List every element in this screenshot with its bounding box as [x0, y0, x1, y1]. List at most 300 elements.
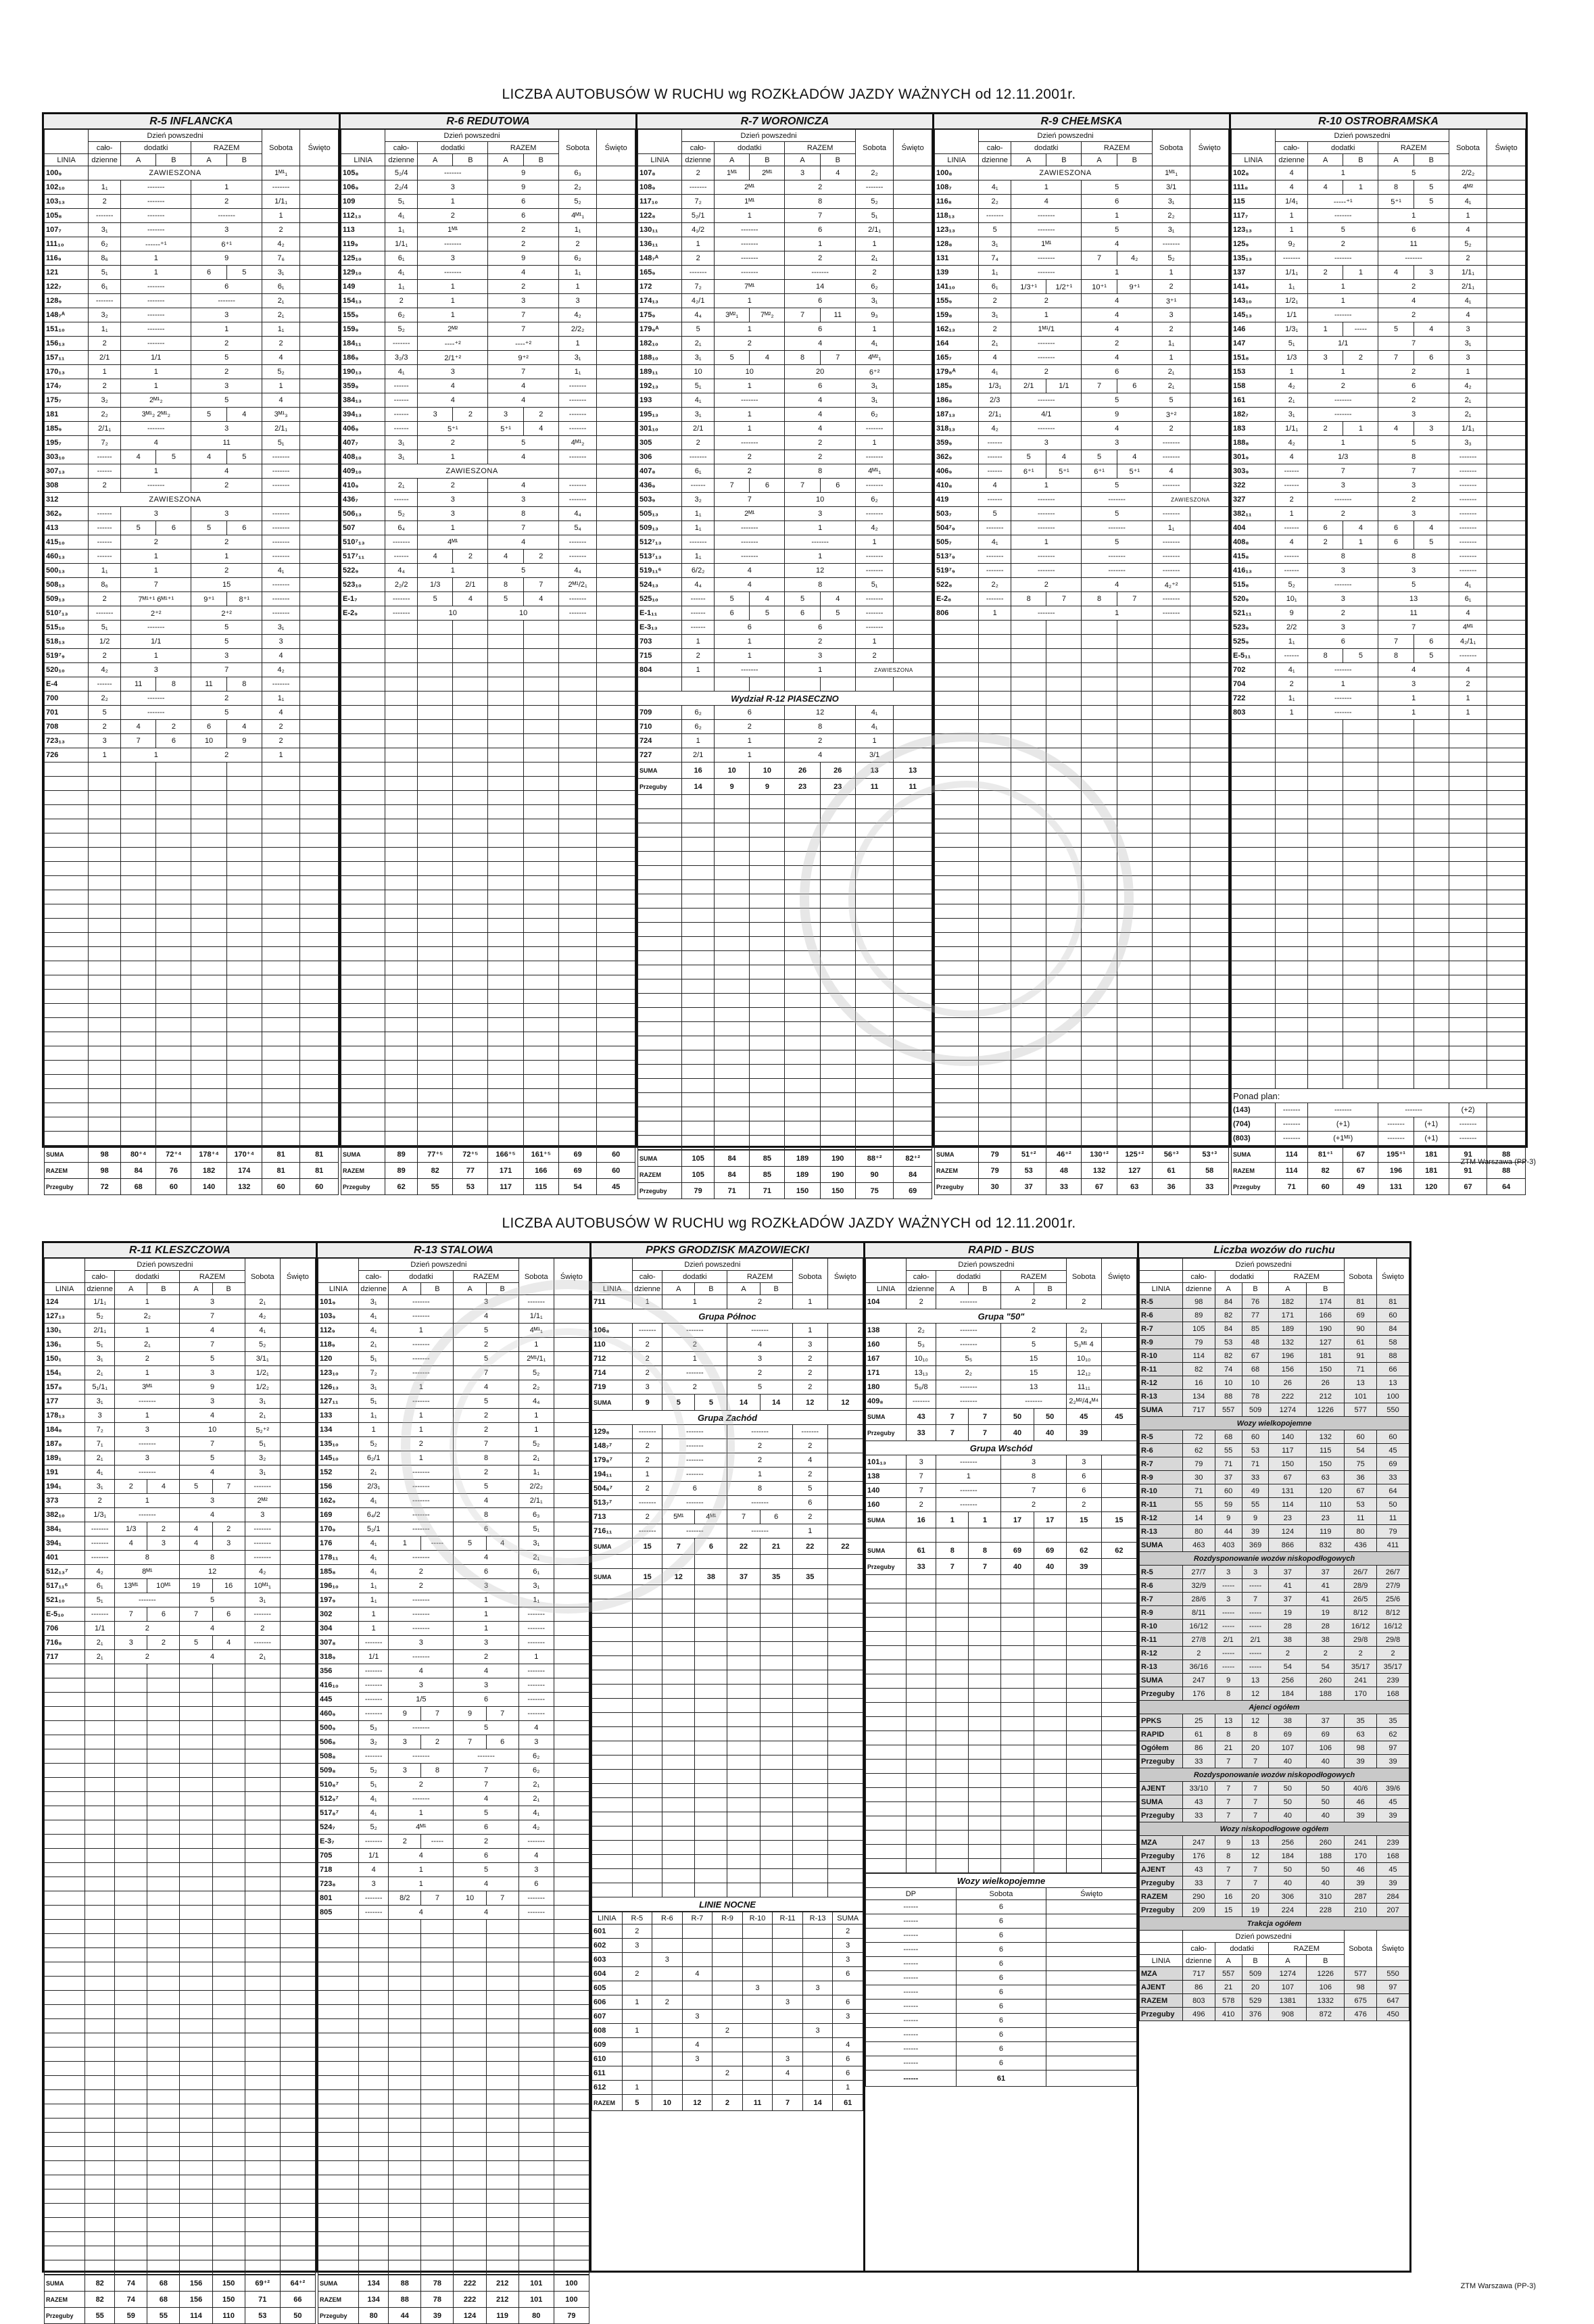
allday-cell: 2₂/2 — [385, 578, 418, 592]
blank-row — [935, 1075, 1229, 1089]
blank-row — [638, 809, 932, 823]
allday-cell: 1/1₁ — [1276, 422, 1308, 436]
table-row — [45, 521, 339, 535]
extras-cell: 1 — [715, 635, 785, 649]
holiday-cell — [1487, 578, 1526, 592]
blank-cell — [907, 1646, 936, 1660]
extras-cell: 1 — [715, 734, 785, 748]
blank-cell — [115, 1891, 147, 1906]
blank-row — [935, 805, 1229, 819]
ppks-total-value: 37 — [727, 1569, 760, 1585]
blank-row — [592, 1798, 863, 1812]
allday-cell: 4 — [979, 351, 1011, 365]
depot-footer — [637, 1150, 932, 1199]
header-cell: dzienne — [89, 154, 121, 166]
blank-cell — [488, 1004, 523, 1018]
blank-cell — [115, 1707, 147, 1721]
depot-panel-rapid — [863, 1241, 1137, 2273]
allday-cell: 3₁ — [85, 1480, 115, 1494]
blank-cell — [785, 994, 820, 1008]
table-row — [1232, 663, 1526, 677]
night-cell: 3 — [742, 1981, 773, 1995]
blank-cell — [1082, 890, 1117, 904]
blank-cell — [359, 2246, 389, 2260]
blank-cell — [662, 1555, 695, 1569]
blank-cell — [180, 1792, 212, 1806]
blank-cell — [760, 1756, 792, 1770]
table-row — [318, 1806, 589, 1820]
blank-cell — [453, 1103, 488, 1117]
blank-cell — [554, 2119, 589, 2133]
blank-cell — [1117, 990, 1152, 1004]
division-articulated-row-value: 11 — [855, 779, 894, 795]
line-number: 145₁₀ — [318, 1451, 359, 1466]
blank-cell — [212, 1820, 245, 1835]
blank-cell — [453, 919, 488, 933]
blank-row — [341, 621, 635, 635]
holiday-cell — [554, 1735, 589, 1749]
sum-row-value: 67 — [1343, 1146, 1378, 1163]
blank-cell — [115, 2218, 147, 2232]
extras-cell: 3 — [121, 507, 191, 521]
line-number: 108₉ — [638, 180, 682, 195]
division-articulated-row-value: 23 — [820, 779, 855, 795]
blank-cell — [421, 2005, 454, 2019]
total-b-cell: 9 — [226, 734, 262, 748]
total-cell: 5 — [191, 621, 262, 635]
blank-cell — [1082, 819, 1117, 833]
blank-cell — [894, 1093, 932, 1107]
holiday-cell — [300, 209, 339, 223]
blank-cell — [212, 2062, 245, 2076]
table-row — [45, 294, 339, 308]
blank-cell — [245, 2090, 280, 2104]
articulated-row-value: 54 — [558, 1179, 597, 1195]
blank-cell — [1046, 890, 1082, 904]
table-row — [341, 294, 635, 308]
blank-cell — [147, 1792, 180, 1806]
total-cell: 2 — [727, 1453, 792, 1468]
blank-cell — [855, 1065, 894, 1079]
table-row — [45, 1409, 316, 1423]
table-row — [45, 649, 339, 663]
holiday-cell — [280, 1650, 315, 1664]
extras-a-cell: 9 — [389, 1707, 421, 1721]
blank-row — [935, 990, 1229, 1004]
allday-cell: 2 — [633, 1352, 662, 1366]
header-cell: cało- — [359, 1271, 389, 1283]
night-cell — [622, 2066, 652, 2081]
allday-cell: 5₈/8 — [907, 1380, 936, 1395]
blank-cell — [389, 2246, 421, 2260]
total-cell: 3 — [488, 294, 558, 308]
extras-cell: ------- — [389, 1395, 454, 1409]
total-a-cell: 4 — [1378, 422, 1414, 436]
blank-cell — [1190, 791, 1229, 805]
extras-cell: 1 — [115, 1409, 180, 1423]
allday-cell: ------- — [682, 266, 715, 280]
total-b-cell: 5 — [1414, 180, 1449, 195]
blank-cell — [638, 1022, 682, 1036]
blank-cell — [1152, 1075, 1190, 1089]
table-row — [341, 223, 635, 237]
blank-cell — [1101, 1660, 1136, 1674]
articulated-row-value: 36 — [1152, 1179, 1190, 1195]
saturday-cell: 4 — [1449, 308, 1487, 322]
allday-cell: 4₁ — [85, 1466, 115, 1480]
line-number: 183 — [1232, 422, 1276, 436]
blank-cell — [1308, 933, 1343, 947]
table-row — [341, 266, 635, 280]
extras-b-cell: 5 — [1343, 649, 1378, 663]
allday-cell: ------- — [633, 1496, 662, 1510]
blank-cell — [359, 2090, 389, 2104]
blank-cell — [935, 706, 979, 720]
blank-cell — [318, 2204, 359, 2218]
blank-row — [45, 1735, 316, 1749]
blank-cell — [855, 838, 894, 852]
blank-cell — [855, 1093, 894, 1107]
holiday-cell — [894, 379, 932, 393]
blank-cell — [121, 1132, 156, 1146]
saturday-cell: 4₂ — [262, 663, 300, 677]
total-cell: 5 — [1001, 1338, 1066, 1352]
holiday-cell — [1487, 1117, 1526, 1132]
blank-cell — [1082, 848, 1117, 862]
division-articulated-row-label: Przeguby — [638, 779, 682, 795]
blank-cell — [280, 1991, 315, 2005]
table-row — [318, 1508, 589, 1522]
saturday-cell: ------- — [855, 621, 894, 635]
extras-cell: 2 — [389, 1437, 454, 1451]
blank-cell — [389, 2090, 421, 2104]
total-a-cell: 8 — [1378, 180, 1414, 195]
blank-cell — [115, 2175, 147, 2189]
sum-row-value: 88⁺² — [855, 1151, 894, 1167]
holiday-cell — [1101, 1324, 1136, 1338]
blank-cell — [147, 2104, 180, 2119]
blank-cell — [695, 1756, 727, 1770]
header-cell: B — [226, 154, 262, 166]
line-number: 510⁷₁₃ — [45, 606, 89, 621]
blank-row — [45, 1962, 316, 1977]
saturday-cell: 1/1₁ — [518, 1309, 554, 1324]
blank-cell — [1343, 734, 1378, 748]
blank-cell — [191, 1046, 226, 1061]
blank-cell — [827, 1784, 863, 1798]
table-row — [1232, 294, 1526, 308]
extras-cell: ------- — [662, 1324, 727, 1338]
blank-cell — [1414, 833, 1449, 848]
line-number: 703 — [638, 635, 682, 649]
saturday-cell: ------- — [1152, 592, 1190, 606]
holiday-cell — [827, 1482, 863, 1496]
blank-cell — [454, 2232, 486, 2246]
blank-cell — [89, 833, 121, 848]
blank-cell — [1101, 1646, 1136, 1660]
blank-cell — [907, 1674, 936, 1689]
allday-cell: 4₁ — [979, 180, 1011, 195]
blank-cell — [695, 1642, 727, 1656]
sum-row-value: 222 — [454, 2275, 486, 2292]
blank-cell — [979, 1132, 1011, 1146]
blank-cell — [785, 951, 820, 965]
blank-cell — [45, 2260, 85, 2275]
allday-cell: ------ — [385, 393, 418, 408]
saturday-cell: 1₁ — [1152, 521, 1190, 535]
table-row — [935, 180, 1229, 195]
table-row — [1232, 180, 1526, 195]
extras-cell: 2 — [1011, 294, 1082, 308]
holiday-cell — [827, 1324, 863, 1338]
night-cell — [713, 1924, 743, 1939]
blank-cell — [936, 1731, 969, 1745]
night-cell — [773, 2024, 803, 2038]
saturday-cell: ------- — [1152, 450, 1190, 464]
extras-cell: 1/1 — [1308, 337, 1378, 351]
saturday-cell: 3/1₁ — [245, 1352, 280, 1366]
blank-cell — [597, 1103, 635, 1117]
blank-cell — [245, 1849, 280, 1863]
allday-cell: 5₁ — [89, 621, 121, 635]
allday-cell: 2₁ — [85, 1650, 115, 1664]
total-b-cell: 6 — [212, 1607, 245, 1622]
blank-row — [638, 852, 932, 866]
header-cell: A — [1378, 154, 1414, 166]
table-row — [638, 166, 932, 180]
total-row-value: 182 — [191, 1163, 226, 1179]
line-number: 509₁₃ — [45, 592, 89, 606]
saturday-cell: 1 — [855, 635, 894, 649]
blank-cell — [1308, 1032, 1343, 1046]
blank-cell — [866, 1603, 907, 1618]
blank-row — [341, 635, 635, 649]
allday-cell: 4₁ — [979, 535, 1011, 550]
holiday-cell — [300, 166, 339, 180]
blank-cell — [1190, 904, 1229, 919]
total-cell: 7 — [1378, 337, 1449, 351]
blank-cell — [558, 947, 597, 961]
line-number: 112₁₃ — [341, 209, 385, 223]
blank-cell — [85, 1906, 115, 1920]
saturday-cell: 1₁ — [518, 1466, 554, 1480]
blank-cell — [792, 1841, 827, 1855]
blank-cell — [1011, 990, 1046, 1004]
blank-row — [866, 1689, 1137, 1703]
blank-cell — [727, 1812, 760, 1826]
blank-cell — [341, 692, 385, 706]
blank-cell — [518, 2119, 554, 2133]
blank-cell — [191, 1018, 226, 1032]
blank-cell — [341, 748, 385, 762]
night-cell: 1 — [833, 2081, 863, 2095]
blank-cell — [453, 791, 488, 805]
blank-cell — [715, 677, 750, 692]
blank-cell — [418, 1032, 453, 1046]
blank-cell — [727, 1869, 760, 1883]
blank-cell — [820, 1050, 855, 1065]
allday-cell: ------- — [979, 550, 1011, 564]
blank-cell — [633, 1784, 662, 1798]
blank-cell — [421, 1977, 454, 1991]
blank-cell — [389, 2133, 421, 2147]
allday-cell: ------- — [85, 1551, 115, 1565]
night-cell — [622, 2010, 652, 2024]
blank-row — [318, 2175, 589, 2189]
saturday-cell: 1/1₁ — [1449, 266, 1487, 280]
allday-cell: 7₂ — [85, 1423, 115, 1437]
header-cell: B — [1046, 154, 1082, 166]
allday-cell: 3₁ — [979, 308, 1011, 322]
night-header-cell: R-5 — [622, 1912, 652, 1924]
blank-cell — [695, 1855, 727, 1869]
total-cell: 2 — [454, 1423, 518, 1437]
saturday-cell: 4₂⁺² — [1152, 578, 1190, 592]
allday-cell: 4₁/2 — [682, 223, 715, 237]
articulated-row-value: 69 — [894, 1183, 932, 1199]
blank-cell — [935, 862, 979, 876]
line-number: 512₁₃⁷ — [45, 1565, 85, 1579]
blank-cell — [907, 1689, 936, 1703]
line-number: 133 — [318, 1409, 359, 1423]
group-50-articulated-value: 7 — [936, 1425, 969, 1441]
line-number: 129₁₀ — [341, 266, 385, 280]
line-number: 503₉ — [638, 493, 682, 507]
blank-cell — [89, 848, 121, 862]
line-number: E-3₇ — [318, 1835, 359, 1849]
blank-cell — [245, 1664, 280, 1678]
holiday-cell — [300, 195, 339, 209]
blank-cell — [935, 819, 979, 833]
header-cell: A — [389, 1283, 421, 1295]
blank-cell — [979, 677, 1011, 692]
holiday-cell — [1190, 550, 1229, 564]
blank-cell — [894, 994, 932, 1008]
blank-cell — [454, 2161, 486, 2175]
holiday-cell — [597, 322, 635, 337]
blank-cell — [488, 1018, 523, 1032]
blank-cell — [855, 1050, 894, 1065]
blank-cell — [45, 2090, 85, 2104]
blank-cell — [894, 852, 932, 866]
blank-cell — [453, 1032, 488, 1046]
blank-cell — [1001, 1589, 1034, 1603]
table-row — [638, 734, 932, 748]
extras-a-cell: 4 — [121, 450, 156, 464]
saturday-cell: ------- — [855, 450, 894, 464]
total-cell: 7 — [488, 308, 558, 322]
allday-cell: 4₁ — [385, 266, 418, 280]
night-cell — [682, 2024, 713, 2038]
holiday-cell — [894, 251, 932, 266]
articulated-row-value: 71 — [750, 1183, 785, 1199]
sum-row-value: 150 — [212, 2275, 245, 2292]
total-cell: 4 — [785, 408, 855, 422]
holiday-cell — [597, 436, 635, 450]
blank-cell — [85, 1849, 115, 1863]
holiday-cell — [1487, 692, 1526, 706]
night-cell — [682, 2066, 713, 2081]
blank-cell — [85, 2005, 115, 2019]
blank-cell — [115, 2033, 147, 2048]
suspended-note: ZAWIESZONA — [89, 493, 262, 507]
blank-row — [935, 762, 1229, 777]
blank-cell — [633, 1614, 662, 1628]
table-row — [1232, 677, 1526, 692]
blank-cell — [245, 1863, 280, 1877]
blank-row — [341, 1032, 635, 1046]
blank-cell — [638, 838, 682, 852]
holiday-cell — [1487, 393, 1526, 408]
blank-cell — [518, 2090, 554, 2104]
holiday-cell — [1190, 322, 1229, 337]
holiday-cell — [300, 464, 339, 479]
saturday-cell: 3 — [1152, 308, 1190, 322]
allday-cell: 3₁ — [359, 1295, 389, 1309]
blank-cell — [592, 1628, 633, 1642]
blank-cell — [359, 2119, 389, 2133]
blank-row — [1232, 734, 1526, 748]
document-title: LICZBA AUTOBUSÓW W RUCHU wg ROZKŁADÓW JAZDY WAŻNYCH od 12.11.2001r. — [502, 87, 1076, 102]
blank-cell — [156, 777, 191, 791]
blank-cell — [453, 649, 488, 663]
saturday-cell: 2₁ — [518, 1451, 554, 1466]
blank-cell — [554, 2218, 589, 2232]
header-day: Dzień powszedni — [385, 130, 559, 142]
blank-row — [341, 1018, 635, 1032]
saturday-cell: 1 — [792, 1295, 827, 1309]
blank-row — [638, 1121, 932, 1136]
extras-cell: 7 — [1308, 464, 1378, 479]
holiday-cell — [1487, 422, 1526, 436]
blank-cell — [385, 1103, 418, 1117]
table-row — [341, 578, 635, 592]
allday-cell: ------- — [359, 1678, 389, 1693]
saturday-cell: 4₄ — [558, 564, 597, 578]
blank-cell — [245, 1778, 280, 1792]
saturday-cell: 5₂ — [1449, 237, 1487, 251]
allday-cell: 6₂ — [682, 706, 715, 720]
blank-row — [1232, 1032, 1526, 1046]
table-row — [45, 479, 339, 493]
sum-row-value: 68 — [147, 2275, 180, 2292]
blank-cell — [1082, 1032, 1117, 1046]
blank-cell — [488, 933, 523, 947]
blank-cell — [421, 2076, 454, 2090]
allday-cell: 3₁ — [85, 1352, 115, 1366]
total-cell: 15 — [1001, 1366, 1066, 1380]
blank-cell — [695, 1770, 727, 1784]
blank-cell — [979, 848, 1011, 862]
line-number: 409₈ — [866, 1395, 907, 1409]
blank-cell — [935, 947, 979, 961]
blank-cell — [820, 1121, 855, 1136]
blank-cell — [979, 862, 1011, 876]
blank-cell — [1152, 1032, 1190, 1046]
blank-cell — [300, 947, 339, 961]
group-50-sum-label: SUMA — [866, 1409, 907, 1425]
blank-cell — [638, 1036, 682, 1050]
extras-cell: ------- — [389, 1622, 454, 1636]
line-number: E-2₈ — [935, 592, 979, 606]
total-cell: 1 — [785, 663, 855, 677]
blank-cell — [682, 894, 715, 909]
articulated-row — [45, 2308, 316, 2324]
blank-cell — [750, 866, 785, 880]
blank-cell — [894, 979, 932, 994]
allday-cell: ------- — [89, 209, 121, 223]
header-cell: A — [727, 1283, 760, 1295]
